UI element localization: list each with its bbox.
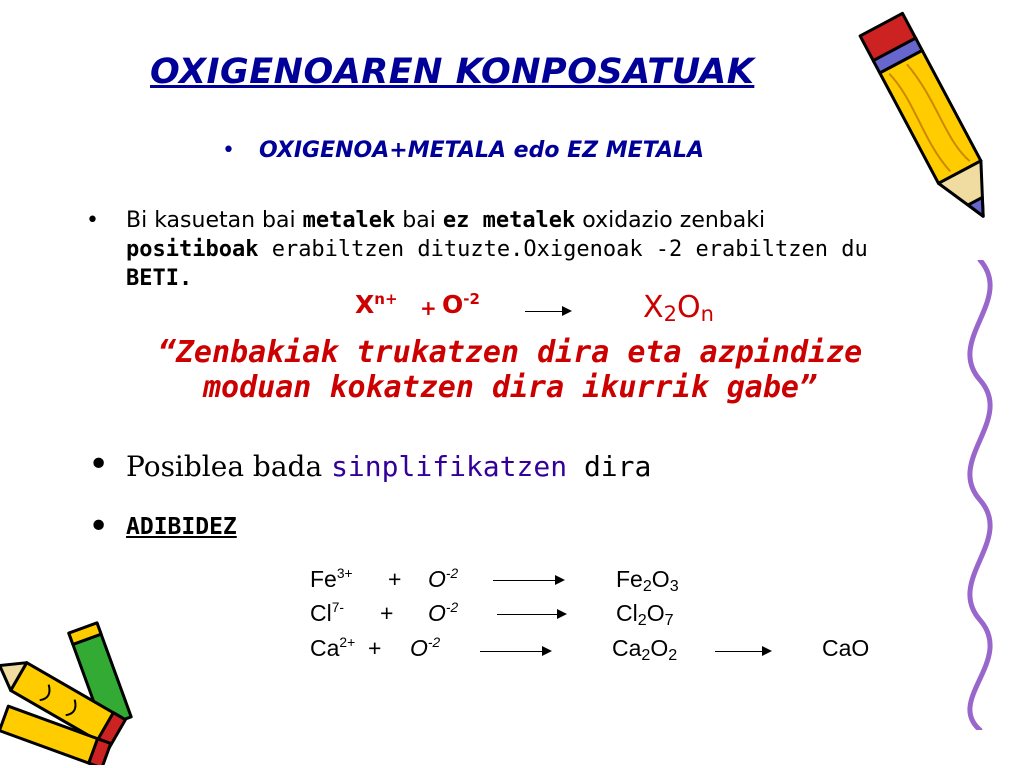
reaction-arrow — [480, 651, 550, 652]
product-el2: O — [651, 566, 670, 592]
reaction-fe-product — [616, 566, 679, 596]
reaction-fe-ion — [310, 566, 353, 593]
bullet-oxidation-text — [126, 206, 896, 293]
product-sub1: 2 — [641, 646, 651, 664]
eq-prod-x: X — [643, 290, 664, 325]
product-sub2: 3 — [669, 577, 679, 595]
text-span: bai — [395, 208, 443, 233]
highlight-sinplifikatzen: sinplifikatzen — [331, 450, 568, 483]
subtitle-text: OXIGENOA+METALA edo EZ METALA — [258, 138, 705, 163]
oxygen-charge: -2 — [445, 600, 459, 615]
oxygen: O — [428, 600, 446, 626]
bullet-dot: • — [86, 208, 99, 233]
adibidez-label: ADIBIDEZ — [126, 514, 237, 540]
ion-charge: 3+ — [336, 566, 353, 581]
product-sub1: 2 — [642, 577, 652, 595]
reaction-cl-product — [616, 600, 674, 630]
product-el1: Fe — [616, 566, 643, 592]
product-el1: Cl — [616, 600, 638, 626]
ion: Ca — [310, 635, 340, 661]
page-title: OXIGENOAREN KONPOSATUAK — [150, 52, 755, 92]
bullet-simplify-text — [126, 450, 651, 483]
oxygen: O — [428, 566, 446, 592]
bullet-dot: • — [222, 138, 235, 163]
ion-charge: 2+ — [339, 635, 356, 650]
eq-prod-x-sub: 2 — [663, 302, 677, 326]
bold-positiboak: positiboak — [126, 237, 259, 262]
reaction-oxygen — [428, 600, 458, 627]
ion: Fe — [310, 566, 337, 592]
text-span: Bi kasuetan bai — [126, 208, 303, 233]
eq-prod-o-sub: n — [700, 302, 714, 326]
oxygen: O — [410, 635, 428, 661]
reaction-ca-product — [612, 635, 677, 665]
reaction-ca-simplified: CaO — [822, 635, 870, 661]
eq-o-charge: -2 — [463, 290, 480, 308]
eq-x-charge: n+ — [374, 290, 398, 308]
subtitle — [222, 138, 704, 163]
ion-charge: 7- — [331, 600, 345, 615]
reaction-cl-ion — [310, 600, 344, 627]
product-el2: O — [646, 600, 665, 626]
text-span: oxidazio zenbaki — [575, 208, 766, 233]
text-span: erabiltzen dituzte.Oxigenoak -2 erabiltzen du — [258, 237, 868, 262]
general-eq-reactant-o — [442, 290, 480, 319]
eq-o: O — [442, 290, 464, 319]
bold-ez-metalek: ez metalek — [442, 208, 576, 233]
ion: Cl — [310, 600, 332, 626]
text-span: dira — [567, 450, 652, 483]
oxygen-charge: -2 — [427, 635, 441, 650]
product-sub2: 7 — [664, 611, 674, 629]
eq-prod-o: O — [676, 290, 701, 325]
reaction-plus: + — [368, 635, 382, 661]
general-eq-reactant-x — [355, 290, 398, 319]
curvy-line-decoration — [940, 260, 1020, 730]
reaction-arrow — [525, 311, 570, 312]
eq-x: X — [355, 290, 375, 319]
reaction-arrow — [493, 580, 563, 581]
reaction-plus: + — [380, 600, 394, 626]
bullet-dot: • — [88, 444, 110, 485]
bold-metalek: metalek — [302, 208, 396, 233]
crayons-icon — [0, 615, 160, 765]
pencil-icon — [858, 4, 1008, 244]
reaction-oxygen — [428, 566, 458, 593]
reaction-arrow — [497, 614, 565, 615]
product-el2: O — [650, 635, 669, 661]
general-eq-product — [643, 290, 714, 326]
text-span: Posiblea bada — [126, 450, 332, 483]
general-eq-plus: + — [420, 296, 437, 320]
oxygen-charge: -2 — [445, 566, 459, 581]
reaction-plus: + — [388, 566, 402, 592]
product-el1: Ca — [612, 635, 642, 661]
product-sub2: 2 — [668, 646, 678, 664]
product-sub1: 2 — [637, 611, 647, 629]
rule-quote: “Zenbakiak trukatzen dira eta azpindize moduan kokatzen dira ikurrik gabe” — [157, 335, 863, 405]
bullet-dot: • — [88, 506, 110, 547]
reaction-ca-ion — [310, 635, 355, 662]
bold-beti: BETI. — [126, 266, 193, 291]
reaction-oxygen — [410, 635, 440, 662]
reaction-arrow — [715, 651, 770, 652]
